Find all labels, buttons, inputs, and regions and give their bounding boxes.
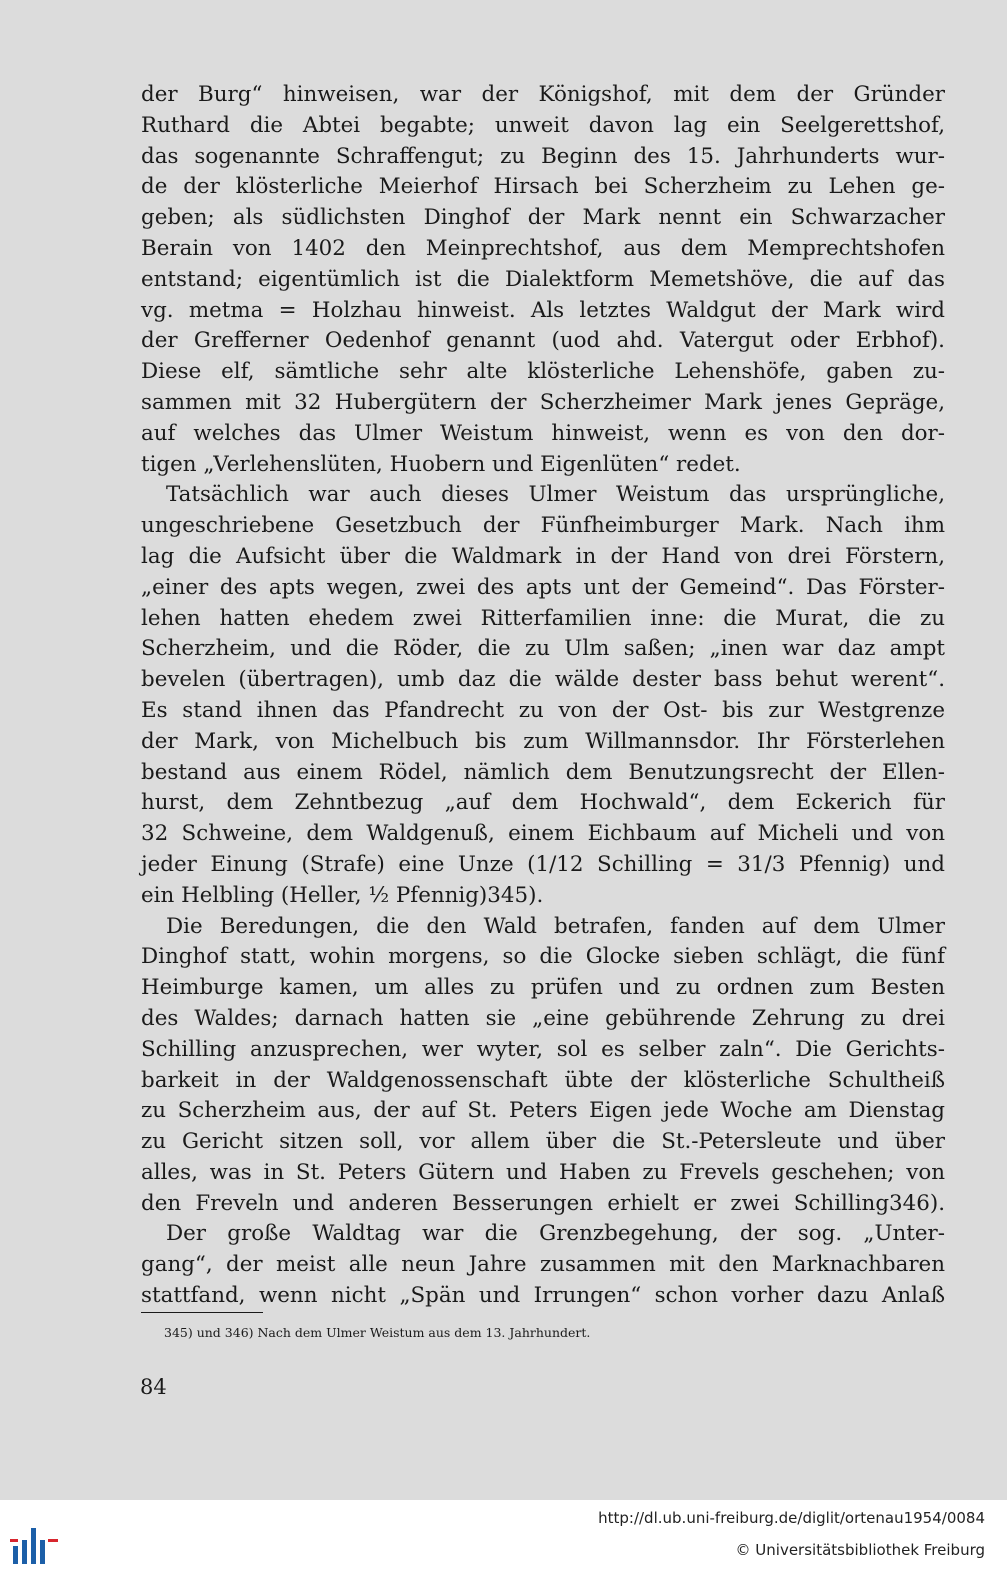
text-line: barkeit in der Waldgenossenschaft übte der klösterliche Schultheiß xyxy=(141,1067,945,1093)
text-line: der Mark, von Michelbuch bis zum Willmannsdor. Ihr Försterlehen xyxy=(141,728,945,754)
text-line: den Freveln und anderen Besserungen erhielt er zwei Schilling346). xyxy=(141,1190,945,1216)
footnote-divider xyxy=(141,1312,263,1313)
text-line: Tatsächlich war auch dieses Ulmer Weistum das ursprüngliche, xyxy=(166,482,945,508)
text-line: auf welches das Ulmer Weistum hinweist, wenn es von den dor- xyxy=(141,420,945,446)
text-line: de der klösterliche Meierhof Hirsach bei Scherzheim zu Lehen ge- xyxy=(141,174,945,200)
source-url-link[interactable]: http://dl.ub.uni-freiburg.de/diglit/ortenau1954/0084 xyxy=(598,1509,985,1527)
footnote: 345) und 346) Nach dem Ulmer Weistum aus dem 13. Jahrhundert. xyxy=(164,1325,591,1340)
body-text xyxy=(141,80,945,1312)
text-line: sammen mit 32 Hubergütern der Scherzheimer Mark jenes Gepräge, xyxy=(141,389,945,415)
text-line: hurst, dem Zehntbezug „auf dem Hochwald“, dem Eckerich für xyxy=(141,790,945,816)
text-line: lehen hatten ehedem zwei Ritterfamilien inne: die Murat, die zu xyxy=(141,605,945,631)
text-line: das sogenannte Schraffengut; zu Beginn des 15. Jahrhunderts wur- xyxy=(141,143,945,169)
text-line: Diese elf, sämtliche sehr alte klösterliche Lehenshöfe, gaben zu- xyxy=(141,359,945,385)
text-line: zu Gericht sitzen soll, vor allem über die St.-Petersleute und über xyxy=(141,1129,945,1155)
text-line: gang“, der meist alle neun Jahre zusammen mit den Marknachbaren xyxy=(141,1252,945,1278)
text-line: Die Beredungen, die den Wald betrafen, fanden auf dem Ulmer xyxy=(166,913,945,939)
text-line: der Grefferner Oedenhof genannt (uod ahd. Vatergut oder Erbhof). xyxy=(141,328,945,354)
text-line: alles, was in St. Peters Gütern und Haben zu Frevels geschehen; von xyxy=(141,1159,945,1185)
text-line: zu Scherzheim aus, der auf St. Peters Eigen jede Woche am Dienstag xyxy=(141,1098,945,1124)
text-line: ein Helbling (Heller, ½ Pfennig)345). xyxy=(141,882,544,908)
text-line: der Burg“ hinweisen, war der Königshof, mit dem der Gründer xyxy=(141,82,945,107)
text-line: Berain von 1402 den Meinprechtshof, aus dem Memprechtshofen xyxy=(141,235,945,261)
text-line: ungeschriebene Gesetzbuch der Fünfheimburger Mark. Nach ihm xyxy=(141,513,945,539)
text-line: Schilling anzusprechen, wer wyter, sol es selber zaln“. Die Gerichts- xyxy=(141,1036,945,1062)
text-line: lag die Aufsicht über die Waldmark in der Hand von drei Förstern, xyxy=(141,543,945,569)
text-line: geben; als südlichsten Dinghof der Mark nennt ein Schwarzacher xyxy=(141,205,945,231)
copyright-notice: © Universitätsbibliothek Freiburg xyxy=(735,1541,985,1559)
text-line: 32 Schweine, dem Waldgenuß, einem Eichbaum auf Micheli und von xyxy=(141,821,945,847)
text-line: tigen „Verlehenslüten, Huobern und Eigenlüten“ redet. xyxy=(141,451,741,477)
text-line: bevelen (übertragen), umb daz die wälde dester bass behut werent“. xyxy=(141,667,945,693)
text-line: bestand aus einem Rödel, nämlich dem Benutzungsrecht der Ellen- xyxy=(141,759,945,785)
text-line: Der große Waldtag war die Grenzbegehung, der sog. „Unter- xyxy=(166,1221,945,1247)
text-line: Ruthard die Abtei begabte; unweit davon lag ein Seelgerettshof, xyxy=(141,112,945,138)
text-line: Dinghof statt, wohin morgens, so die Glocke sieben schlägt, die fünf xyxy=(141,944,945,970)
text-line: „einer des apts wegen, zwei des apts unt der Gemeind“. Das Förster- xyxy=(141,574,945,600)
text-line: stattfand, wenn nicht „Spän und Irrungen“ schon vorher dazu Anlaß xyxy=(141,1283,945,1309)
text-line: jeder Einung (Strafe) eine Unze (1/12 Schilling = 31/3 Pfennig) und xyxy=(141,851,945,877)
text-line: Scherzheim, und die Röder, die zu Ulm saßen; „inen war daz ampt xyxy=(141,636,945,662)
university-library-logo-icon xyxy=(10,1528,66,1564)
page-number: 84 xyxy=(140,1375,167,1399)
text-line: entstand; eigentümlich ist die Dialektform Memetshöve, die auf das xyxy=(141,266,945,292)
text-line: vg. metma = Holzhau hinweist. Als letztes Waldgut der Mark wird xyxy=(141,297,945,323)
text-line: Es stand ihnen das Pfandrecht zu von der Ost- bis zur Westgrenze xyxy=(141,697,945,723)
text-line: Heimburge kamen, um alles zu prüfen und zu ordnen zum Besten xyxy=(141,975,945,1001)
text-line: des Waldes; darnach hatten sie „eine gebührende Zehrung zu drei xyxy=(141,1005,945,1031)
